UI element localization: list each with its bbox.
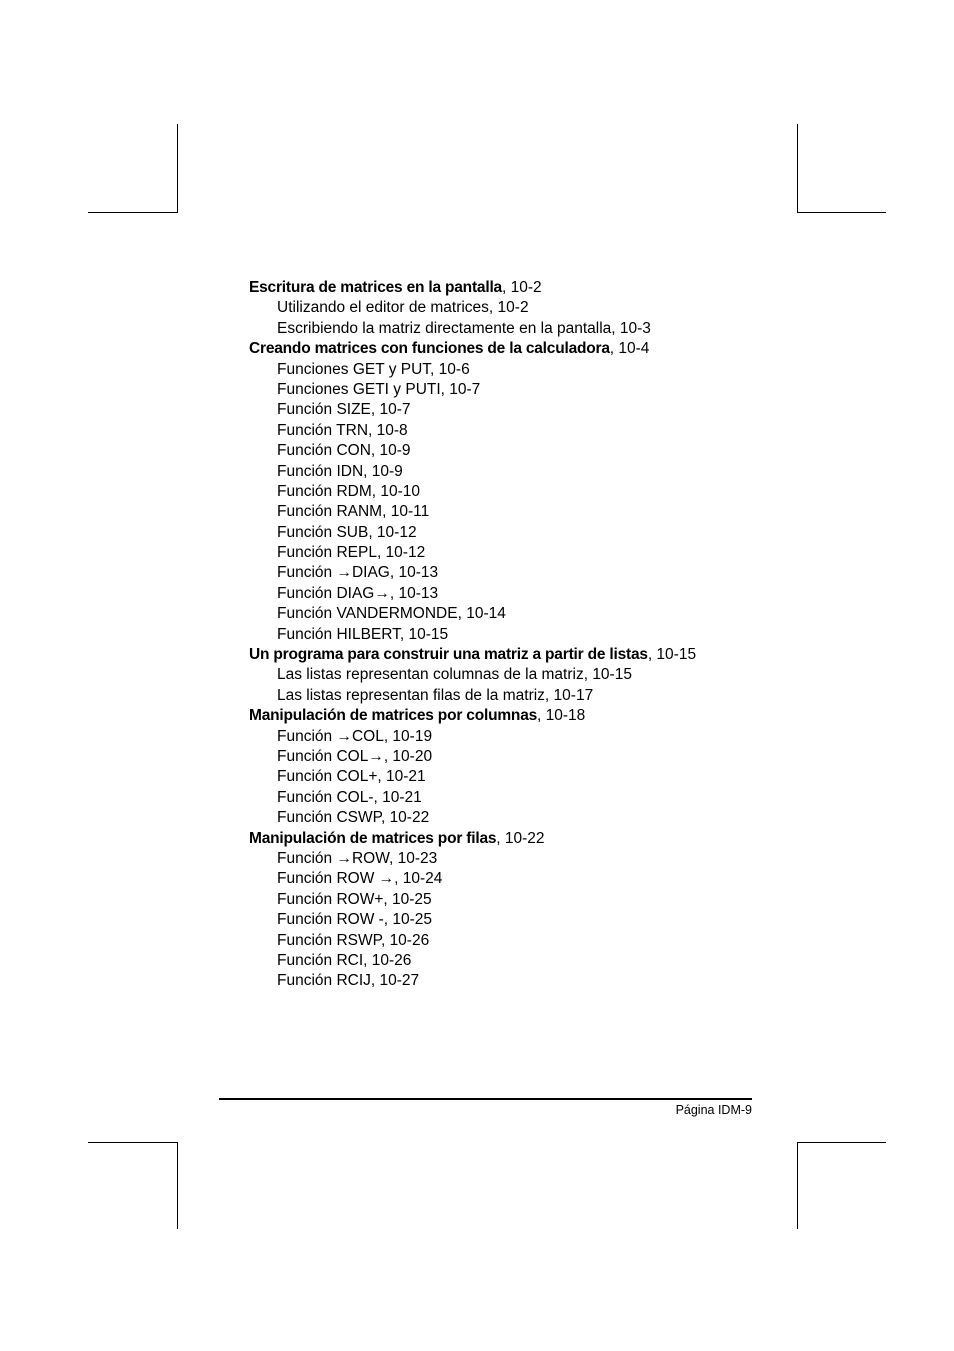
index-subentry: Función →DIAG, 10-13 bbox=[277, 564, 439, 582]
crop-mark-top-right-vertical bbox=[797, 124, 798, 213]
index-subentry: Función RDM, 10-10 bbox=[277, 482, 421, 500]
index-subentry: Función SIZE, 10-7 bbox=[277, 401, 411, 419]
index-subentry: Funciones GETI y PUTI, 10-7 bbox=[277, 380, 481, 398]
index-heading-title: Un programa para construir una matriz a partir de listas bbox=[249, 646, 648, 664]
index-subentry: Función COL+, 10-21 bbox=[277, 768, 426, 786]
index-subentry: Función RCI, 10-26 bbox=[277, 951, 412, 969]
index-subentry: Función DIAG→, 10-13 bbox=[277, 584, 439, 602]
index-subentry: Función REPL, 10-12 bbox=[277, 544, 426, 562]
index-subentry: Función →COL, 10-19 bbox=[277, 727, 433, 745]
index-subentry: Función VANDERMONDE, 10-14 bbox=[277, 605, 506, 623]
index-list bbox=[249, 278, 809, 992]
index-subentry: Función CSWP, 10-22 bbox=[277, 809, 430, 827]
index-heading-title: Manipulación de matrices por columnas bbox=[249, 707, 538, 725]
index-heading-entry bbox=[249, 645, 809, 665]
index-heading-entry bbox=[249, 339, 809, 359]
index-subentry: Las listas representan filas de la matriz, 10-17 bbox=[277, 686, 594, 704]
index-subentry: Función RCIJ, 10-27 bbox=[277, 972, 420, 990]
index-subentry: Funciones GET y PUT, 10-6 bbox=[277, 360, 470, 378]
index-heading-entry bbox=[249, 706, 809, 726]
index-subentry: Utilizando el editor de matrices, 10-2 bbox=[277, 299, 529, 317]
crop-mark-bottom-right-horizontal bbox=[797, 1142, 886, 1143]
index-subentry: Función COL→, 10-20 bbox=[277, 747, 433, 765]
index-heading-title: Manipulación de matrices por filas bbox=[249, 829, 497, 847]
crop-mark-bottom-right-vertical bbox=[797, 1142, 798, 1229]
index-heading-page-ref: , 10-15 bbox=[647, 646, 697, 664]
crop-mark-bottom-left-vertical bbox=[177, 1142, 178, 1229]
crop-mark-top-left-vertical bbox=[177, 124, 178, 213]
crop-mark-top-left-horizontal bbox=[88, 212, 177, 213]
index-heading-page-ref: , 10-4 bbox=[609, 340, 650, 358]
index-subentry: Escribiendo la matriz directamente en la pantalla, 10-3 bbox=[277, 319, 651, 337]
index-heading-page-ref: , 10-2 bbox=[501, 279, 542, 296]
index-subentry: Función SUB, 10-12 bbox=[277, 523, 417, 541]
index-subentry: Función HILBERT, 10-15 bbox=[277, 625, 449, 643]
index-subentry: Función IDN, 10-9 bbox=[277, 462, 403, 480]
index-heading-title: Creando matrices con funciones de la calculadora bbox=[249, 340, 610, 358]
index-subentry: Función COL-, 10-21 bbox=[277, 788, 422, 806]
index-heading-entry bbox=[249, 278, 809, 298]
index-subentry: Función RANM, 10-11 bbox=[277, 503, 430, 521]
index-subentry: Función ROW -, 10-25 bbox=[277, 911, 433, 929]
index-heading-title: Escritura de matrices en la pantalla bbox=[249, 279, 502, 296]
index-heading-entry bbox=[249, 829, 809, 849]
index-subentry: Función ROW+, 10-25 bbox=[277, 890, 432, 908]
index-subentry: Función RSWP, 10-26 bbox=[277, 931, 430, 949]
index-heading-page-ref: , 10-22 bbox=[496, 829, 545, 847]
index-subentry: Función TRN, 10-8 bbox=[277, 421, 408, 439]
crop-mark-top-right-horizontal bbox=[797, 212, 886, 213]
footer-rule bbox=[219, 1098, 752, 1100]
index-subentry: Función CON, 10-9 bbox=[277, 442, 411, 460]
crop-mark-bottom-left-horizontal bbox=[88, 1142, 177, 1143]
index-heading-page-ref: , 10-18 bbox=[537, 707, 586, 725]
index-subentry: Las listas representan columnas de la matriz, 10-15 bbox=[277, 666, 632, 684]
index-subentry: Función →ROW, 10-23 bbox=[277, 849, 438, 867]
page-number-label: Página IDM-9 bbox=[675, 1103, 752, 1117]
index-subentry: Función ROW →, 10-24 bbox=[277, 870, 443, 888]
